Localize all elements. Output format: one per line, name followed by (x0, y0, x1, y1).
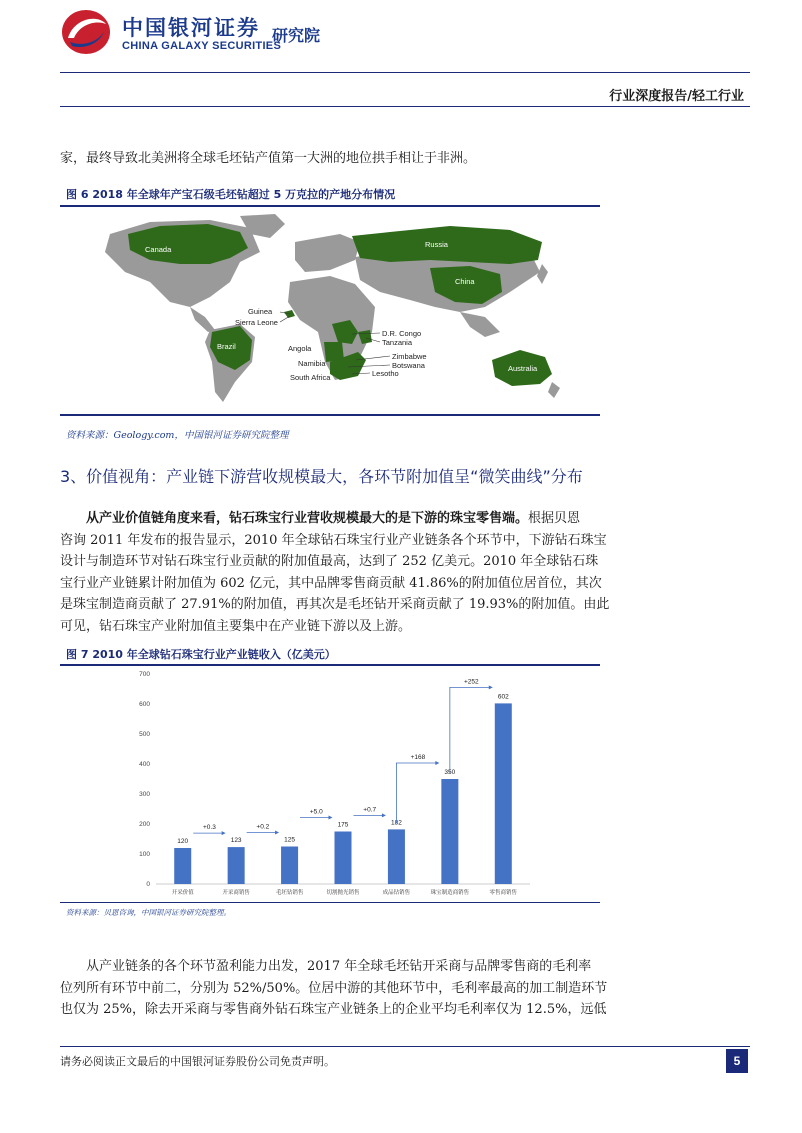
increment-arrow-head (382, 813, 386, 817)
bar-value-label: 182 (390, 819, 402, 827)
label-lesotho: Lesotho (372, 369, 399, 378)
figure-7-bottom-rule (60, 902, 600, 903)
section-3-line-1: 咨询 2011 年发布的报告显示，2010 年全球钻石珠宝行业产业链条各个环节中，下游钻石珠宝 (60, 532, 607, 548)
section-3-line-0: 根据贝恩 (528, 511, 581, 526)
page-number: 5 (726, 1049, 748, 1073)
category-label: 成品钻销售 (382, 890, 411, 896)
category-label: 零售商销售 (489, 890, 518, 896)
report-type-tag: 行业深度报告/轻工行业 (609, 89, 744, 104)
section-3-lead-bold: 从产业价值链角度来看，钻石珠宝行业营收规模最大的是下游的珠宝零售端。 (86, 511, 529, 526)
y-tick-label: 300 (139, 791, 150, 798)
y-tick-label: 0 (146, 881, 150, 888)
category-label: 开采价值 (171, 890, 194, 896)
bar (441, 779, 458, 884)
increment-arrow-line (396, 763, 436, 823)
y-tick-label: 200 (139, 821, 150, 828)
paragraph-2 (60, 956, 750, 1021)
footer-disclaimer: 请务必阅读正文最后的中国银河证券股份公司免责声明。 (60, 1055, 335, 1068)
section-3-line-2: 设计与制造环节对钻石珠宝行业贡献的附加值最高，达到了 252 亿美元。2010 年全球钻石珠 (60, 554, 599, 569)
figure-6-bottom-rule (60, 414, 600, 416)
southeast-asia-shape (460, 312, 500, 337)
new-zealand-shape (548, 382, 560, 398)
figure-7-source: 资料来源：贝恩咨询，中国银河证券研究院整理。 (66, 908, 231, 917)
institute-name: 研究院 (272, 26, 321, 45)
increment-label: +0.2 (256, 823, 270, 831)
bar-chart (120, 666, 540, 900)
label-tanzania: Tanzania (382, 338, 413, 347)
y-tick-label: 500 (139, 731, 150, 738)
bar-value-label: 125 (284, 836, 296, 844)
bar-value-label: 602 (497, 693, 509, 701)
increment-arrow-head (435, 761, 439, 765)
bar-value-label: 175 (337, 821, 349, 829)
bar-value-label: 350 (444, 769, 456, 776)
label-zimbabwe: Zimbabwe (392, 352, 427, 361)
label-botswana: Botswana (392, 361, 425, 370)
section-3-line-4: 是珠宝制造商贡献了 27.91%的附加值，再其次是毛坯钻开采商贡献了 19.93%的附加值。由此 (60, 597, 610, 612)
increment-label: +0.3 (203, 824, 216, 832)
figure-6-source: 资料来源：Geology.com，中国银河证券研究院整理 (66, 430, 289, 441)
paragraph-2-line-1: 位列所有环节中前二，分别为 52%/50%。位居中游的其他环节中，毛利率最高的加工制造环节 (60, 980, 608, 996)
label-russia: Russia (425, 240, 448, 249)
bar-value-label: 120 (177, 838, 189, 845)
label-angola: Angola (288, 344, 312, 353)
bar (281, 847, 298, 885)
increment-label: +0.7 (363, 806, 377, 814)
central-america-shape (190, 307, 215, 332)
canada-region (128, 224, 248, 264)
section-3-line-3: 宝行业产业链累计附加值为 602 亿元，其中品牌零售商贡献 41.86%的附加值位居首位，其次 (60, 575, 602, 591)
company-name-cn: 中国银河证券 (122, 16, 260, 40)
section-3-heading: 3、价值视角：产业链下游营收规模最大，各环节附加值呈“微笑曲线”分布 (60, 467, 583, 486)
world-map (90, 212, 570, 410)
section-3-paragraph (60, 508, 750, 637)
paragraph-2-line-2: 也仅为 25%，除去开采商与零售商外钻石珠宝产业链条上的企业平均毛利率仅为 12.5%，远低 (60, 1002, 607, 1017)
label-guinea: Guinea (248, 307, 273, 316)
section-3-line-5: 可见，钻石珠宝产业附加值主要集中在产业链下游以及上游。 (60, 618, 412, 634)
figure-6-title-rule (60, 205, 600, 207)
y-tick-label: 100 (139, 851, 150, 858)
increment-label: +5.0 (309, 808, 323, 816)
label-canada: Canada (145, 245, 172, 254)
increment-arrow-head (222, 831, 226, 835)
category-label: 毛坯钻销售 (275, 890, 304, 896)
label-brazil: Brazil (217, 342, 236, 351)
y-tick-label: 700 (139, 671, 150, 678)
footer-rule (60, 1046, 750, 1047)
increment-arrow-head (329, 816, 333, 820)
figure-7-title: 图 7 2010 年全球钻石珠宝行业产业链收入（亿美元） (66, 648, 336, 661)
category-label: 珠宝制造商销售 (430, 890, 470, 896)
bar (495, 703, 512, 884)
europe-shape (295, 234, 360, 272)
category-label: 开采商销售 (222, 890, 250, 896)
increment-arrow-head (275, 831, 279, 835)
japan-shape (537, 264, 548, 284)
header-top-rule (60, 72, 750, 73)
increment-arrow-head (489, 685, 493, 689)
label-australia: Australia (508, 364, 538, 373)
header-bottom-rule (60, 106, 750, 107)
company-name-en: CHINA GALAXY SECURITIES (122, 40, 282, 52)
figure-6-title: 图 6 2018 年全球年产宝石级毛坯钻超过 5 万克拉的产地分布情况 (66, 188, 396, 201)
header (0, 0, 802, 110)
bar (388, 829, 405, 884)
intro-paragraph-line: 家，最终导致北美洲将全球毛坯钻产值第一大洲的地位拱手相让于非洲。 (60, 151, 477, 166)
paragraph-2-line-0: 从产业链条的各个环节盈利能力出发，2017 年全球毛坯钻开采商与品牌零售商的毛利率 (86, 959, 592, 974)
category-label: 切割抛光销售 (326, 890, 360, 896)
increment-label: +252 (463, 678, 479, 686)
y-tick-label: 600 (139, 701, 150, 708)
increment-label: +168 (410, 754, 426, 761)
bar-value-label: 123 (230, 837, 242, 845)
increment-arrow-line (450, 687, 490, 773)
y-tick-label: 400 (139, 761, 150, 768)
label-china: China (455, 277, 475, 286)
bar (335, 832, 352, 885)
label-drc: D.R. Congo (382, 329, 422, 338)
label-sierra-leone: Sierra Leone (235, 318, 278, 327)
label-south-africa: South Africa (290, 373, 331, 382)
label-namibia: Namibia (298, 359, 326, 368)
bar (228, 847, 245, 884)
galaxy-logo-icon (60, 8, 112, 56)
bar (174, 848, 191, 884)
